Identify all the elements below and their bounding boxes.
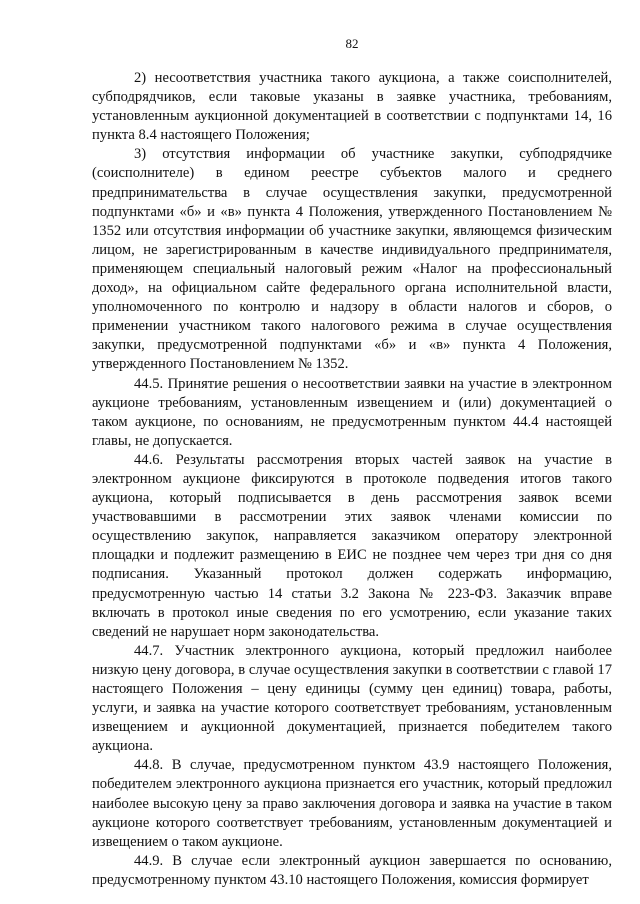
paragraph-item-2: 2) несоответствия участника такого аукциона, а также соисполнителей, субподрядчиков, если таковые указаны в заявке участника, требованиям, установленным аукционной документацией в соответствии с подпунктами 14, 16 пункта 8.4 настоящего Положения; — [92, 70, 612, 144]
paragraph-44-5: 44.5. Принятие решения о несоответствии заявки на участие в электронном аукционе требованиям, установленным извещением и (или) документацией о таком аукционе, по основаниям, не предусмотренным пунктом 44.4 настоящей главы, не допускается. — [92, 375, 612, 449]
paragraph-44-7: 44.7. Участник электронного аукциона, который предложил наиболее низкую цену договора, в случае осуществления закупки в соответствии с главой 17 настоящего Положения – цену единицы (сумму цен единиц) товара, работы, услуги, и заявка на участие которого соответствует требованиям, установленным извещением и аукционной документацией, признается победителем такого аукциона. — [92, 642, 612, 755]
paragraph-44-9: 44.9. В случае если электронный аукцион завершается по основанию, предусмотренному пунктом 43.10 настоящего Положения, комиссия формирует — [92, 852, 612, 888]
paragraph-44-8: 44.8. В случае, предусмотренном пунктом 43.9 настоящего Положения, победителем электронного аукциона признается его участник, который предложил наиболее высокую цену за право заключения договора и заявка на участие в таком аукционе которого соответствует требованиям, установленным документацией и извещением о таком аукционе. — [92, 757, 612, 850]
paragraph-44-6: 44.6. Результаты рассмотрения вторых частей заявок на участие в электронном аукционе фиксируются в протоколе подведения итогов такого аукциона, который подписывается в день рассмотрения заявок всеми участвовавшими в рассмотрении этих заявок членами комиссии по осуществлению закупок, направляется заказчиком оператору электронной площадки и подлежит размещению в ЕИС не позднее чем через три дня со дня подписания. Указанный протокол должен содержать информацию, предусмотренную частью 14 статьи 3.2 Закона № 223-ФЗ. Заказчик вправе включать в протокол иные сведения по его усмотрению, если указание таких сведений не нарушает норм законодательства. — [92, 451, 612, 640]
page-number: 82 — [345, 36, 359, 51]
paragraph-item-3: 3) отсутствия информации об участнике закупки, субподрядчике (соисполнителе) в едином реестре субъектов малого и среднего предпринимательства в случае осуществления закупки, предусмотренной подпунктами «б» и «в» пункта 4 Положения, утвержденного Постановлением № 1352 или отсутствия информации об участнике закупки, являющемся физическим лицом, не зарегистрированным в качестве индивидуального предпринимателя, применяющем специальный налоговый режим «Налог на профессиональный доход», на официальном сайте федерального органа исполнительной власти, уполномоченного по контролю и надзору в области налогов и сборов, о применении участником такого налогового режима в случае осуществления закупки, предусмотренной подпунктами «б» и «в» пункта 4 Положения, утвержденного Постановлением № 1352. — [92, 146, 612, 373]
